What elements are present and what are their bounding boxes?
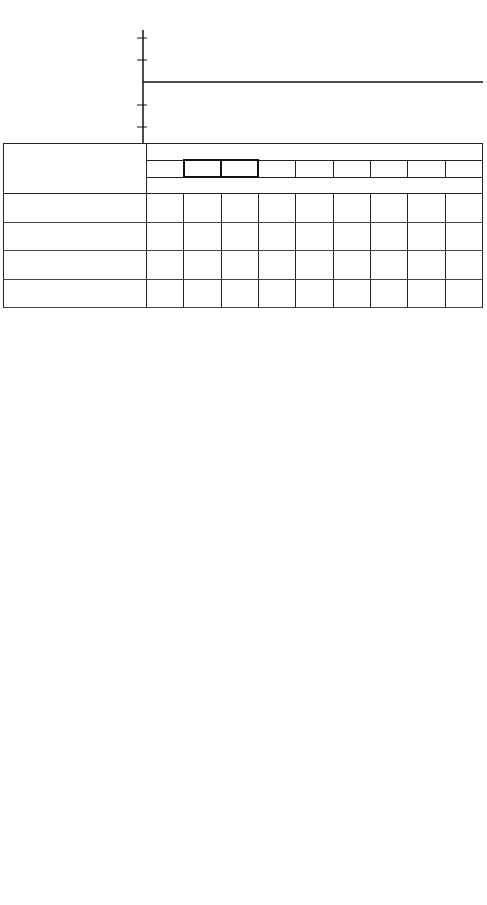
table-row xyxy=(4,251,483,280)
interval-cell xyxy=(4,251,147,280)
deviation-cell-h7 xyxy=(221,279,258,308)
deviation-cell-m7 xyxy=(333,251,370,280)
field-code-e7 xyxy=(147,160,184,177)
deviation-cell-s7 xyxy=(408,222,445,251)
deviation-cell-k7 xyxy=(296,251,333,280)
deviation-cell-n7 xyxy=(370,279,407,308)
deviation-cell-m7 xyxy=(333,222,370,251)
deviation-cell-e7 xyxy=(147,251,184,280)
tolerance-field-diagram xyxy=(0,0,487,145)
deviation-cell-n7 xyxy=(370,251,407,280)
deviation-cell-k7 xyxy=(296,194,333,223)
fields-header xyxy=(147,144,483,161)
field-code-js7 xyxy=(258,160,295,177)
deviation-cell-js7 xyxy=(258,222,295,251)
deviation-cell-s7 xyxy=(408,251,445,280)
deviation-cell-s7 xyxy=(408,279,445,308)
deviation-cell-e7 xyxy=(147,279,184,308)
deviation-cell-k7 xyxy=(296,222,333,251)
field-code-n7 xyxy=(370,160,407,177)
deviation-cell-f7 xyxy=(184,194,221,223)
deviation-cell-u7 xyxy=(445,194,482,223)
interval-header xyxy=(4,144,147,194)
deviation-cell-n7 xyxy=(370,222,407,251)
field-code-k7 xyxy=(296,160,333,177)
field-code-u7 xyxy=(445,160,482,177)
deviation-cell-h7 xyxy=(221,222,258,251)
deviation-header xyxy=(147,177,483,194)
deviation-cell-s7 xyxy=(408,194,445,223)
deviation-cell-js7 xyxy=(258,279,295,308)
interval-cell xyxy=(4,222,147,251)
deviation-cell-u7 xyxy=(445,222,482,251)
deviation-cell-h7 xyxy=(221,251,258,280)
deviation-cell-js7 xyxy=(258,194,295,223)
deviation-cell-js7 xyxy=(258,251,295,280)
deviation-cell-f7 xyxy=(184,279,221,308)
tolerance-table xyxy=(3,143,483,308)
deviation-cell-f7 xyxy=(184,251,221,280)
field-code-h7 xyxy=(221,160,258,177)
deviation-cell-m7 xyxy=(333,194,370,223)
table-row xyxy=(4,222,483,251)
deviation-cell-m7 xyxy=(333,279,370,308)
field-code-s7 xyxy=(408,160,445,177)
deviation-cell-u7 xyxy=(445,251,482,280)
deviation-cell-f7 xyxy=(184,222,221,251)
table-row xyxy=(4,194,483,223)
deviation-cell-h7 xyxy=(221,194,258,223)
deviation-cell-u7 xyxy=(445,279,482,308)
deviation-cell-e7 xyxy=(147,194,184,223)
table-body xyxy=(4,194,483,308)
deviation-cell-e7 xyxy=(147,222,184,251)
interval-cell xyxy=(4,194,147,223)
deviation-cell-n7 xyxy=(370,194,407,223)
field-code-f7 xyxy=(184,160,221,177)
interval-cell xyxy=(4,279,147,308)
field-code-m7 xyxy=(333,160,370,177)
deviation-cell-k7 xyxy=(296,279,333,308)
table-row xyxy=(4,279,483,308)
